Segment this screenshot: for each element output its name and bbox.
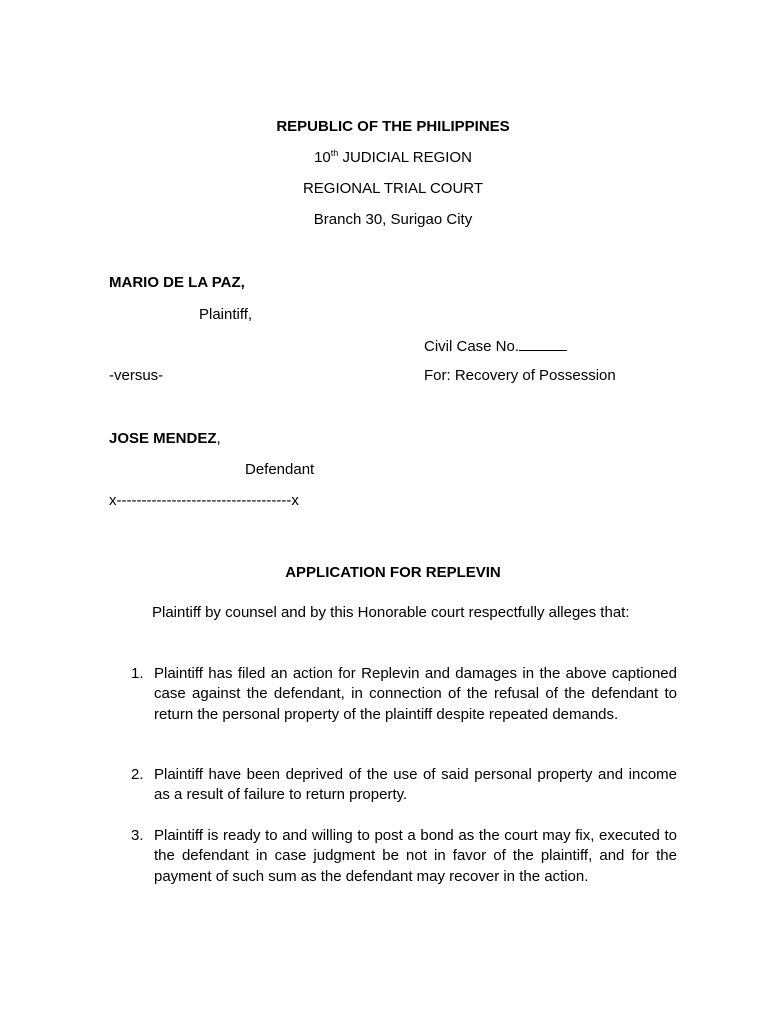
case-nature: For: Recovery of Possession	[424, 367, 616, 384]
allegation-item	[131, 664, 677, 725]
case-number-blank	[519, 336, 567, 351]
allegation-text: Plaintiff have been deprived of the use of said personal property and income as a result of failure to return property.	[154, 766, 677, 804]
intro-paragraph	[109, 603, 677, 624]
allegation-text: Plaintiff has filed an action for Replevin and damages in the above captioned case against the defendant, in connection of the refusal of the defendant to return the personal property of the plaintiff despite repeated demands.	[154, 665, 677, 723]
defendant-name-text: JOSE MENDEZ	[109, 430, 217, 447]
defendant-name-comma: ,	[216, 430, 221, 447]
case-number	[424, 336, 567, 357]
region-text: JUDICIAL REGION	[338, 149, 472, 166]
judicial-region	[0, 148, 768, 168]
region-suffix: th	[330, 148, 339, 158]
defendant-role: Defendant	[245, 461, 315, 478]
allegation-item	[131, 765, 677, 806]
intro-text: Plaintiff by counsel and by this Honorable court respectfully alleges that:	[152, 604, 630, 621]
caption-separator: x-----------------------------------x	[109, 492, 299, 509]
defendant-name	[109, 429, 221, 449]
allegation-number: 1.	[131, 665, 144, 682]
republic-heading: REPUBLIC OF THE PHILIPPINES	[276, 118, 510, 135]
allegation-item	[131, 826, 677, 887]
allegation-text: Plaintiff is ready to and willing to post a bond as the court may fix, executed to the defendant in case judgment be not in favor of the plaintiff, and for the payment of such sum as the defendant may recover in the action.	[154, 827, 677, 885]
document-title: APPLICATION FOR REPLEVIN	[285, 564, 501, 581]
region-number: 10	[314, 149, 331, 166]
plaintiff-role: Plaintiff,	[199, 306, 253, 323]
plaintiff-name: MARIO DE LA PAZ,	[109, 274, 245, 291]
court-branch: Branch 30, Surigao City	[313, 211, 473, 228]
allegation-number: 2.	[131, 766, 144, 783]
allegation-number: 3.	[131, 827, 144, 844]
versus-label: -versus-	[109, 367, 164, 384]
court-name: REGIONAL TRIAL COURT	[302, 180, 484, 197]
case-number-label: Civil Case No.	[424, 338, 520, 355]
